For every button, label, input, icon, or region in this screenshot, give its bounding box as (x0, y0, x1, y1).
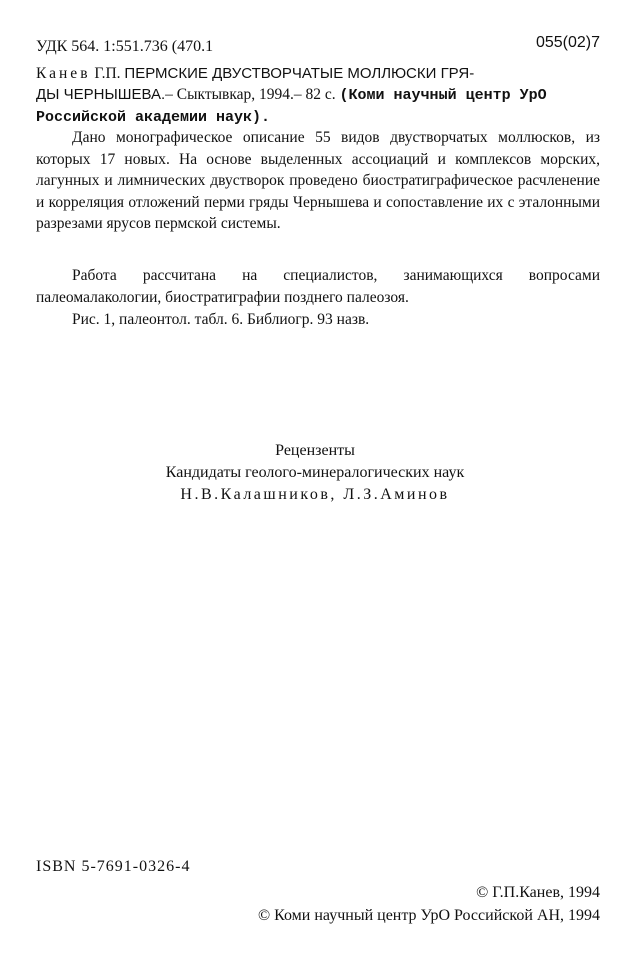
bibliographic-record (36, 63, 606, 128)
udk-code: УДК 564. 1:551.736 (470.1 (36, 38, 214, 55)
abstract-paragraph-1: Дано монографическое описание 55 видов двустворчатых моллюсков, из которых 17 новых. На основе выделенных ассоциаций и комплексов морских, лагунных и лимнических двустворок проведено биостратиграфическое расчленение и корреляция отложений перми гряды Чернышева и сопоставление их с эталонными разрезами ярусов пермской системы. (36, 129, 600, 232)
publisher: (Коми научный центр УрО Российской академии наук). (36, 87, 547, 126)
book-title-part2: ДЫ ЧЕРНЫШЕВА. (36, 86, 166, 103)
copyright-author: © Г.П.Канев, 1994 (476, 884, 600, 901)
abstract-paragraph-2: Работа рассчитана на специалистов, занимающихся вопросами палеомалакологии, биостратиграфии позднего палеозоя. (36, 267, 600, 306)
classification-code: 055(02)7 (535, 34, 600, 51)
imprint: – Сыктывкар, 1994.– 82 с. (165, 86, 336, 103)
author-initials: Г.П. (94, 65, 121, 82)
abstract-paragraph-3: Рис. 1, палеонтол. табл. 6. Библиогр. 93 назв. (72, 311, 370, 328)
author-surname: Канев (36, 65, 91, 82)
copyright-organization: © Коми научный центр УрО Российской АН, 1994 (257, 907, 600, 924)
reviewers-degree: Кандидаты геолого-минералогических наук (165, 464, 465, 481)
reviewers-heading: Рецензенты (275, 442, 355, 459)
reviewers-names: Н.В.Калашников, Л.З.Аминов (180, 486, 450, 503)
book-title-part1: ПЕРМСКИЕ ДВУСТВОРЧАТЫЕ МОЛЛЮСКИ ГРЯ- (124, 65, 475, 82)
reviewers-block (0, 440, 630, 506)
isbn: ISBN 5-7691-0326-4 (36, 858, 191, 875)
